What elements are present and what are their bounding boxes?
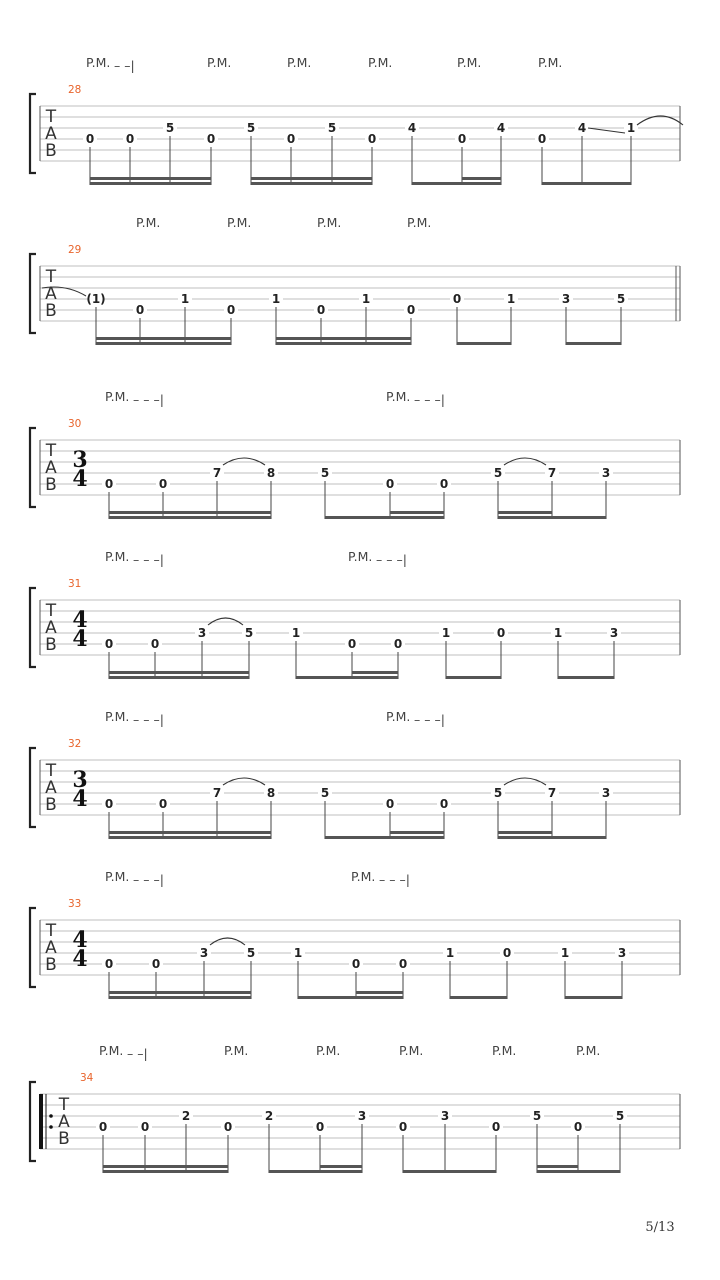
repeat-dot (49, 1125, 53, 1129)
fret-number: 3 (601, 786, 611, 800)
tab-clef-letter: T (45, 441, 57, 461)
fret-number: 1 (441, 626, 451, 640)
fret-number: 7 (547, 466, 557, 480)
palm-mute-label: P.M. (348, 549, 373, 564)
beam (565, 996, 622, 999)
beam (412, 182, 501, 185)
secondary-beam (90, 177, 211, 180)
tie-arc (210, 938, 245, 945)
fret-number: 5 (493, 466, 503, 480)
fret-number: 5 (246, 946, 256, 960)
palm-mute-extension: – – –| (133, 872, 164, 887)
secondary-beam (390, 831, 444, 834)
tie-arc (208, 618, 243, 625)
beam (558, 676, 614, 679)
palm-mute-extension: – –| (114, 58, 135, 73)
beam (103, 1170, 228, 1173)
tab-clef-letter: T (45, 921, 57, 941)
palm-mute-label: P.M. (105, 709, 130, 724)
page-number: 5/13 (645, 1220, 675, 1235)
fret-number: 0 (104, 797, 114, 811)
tab-clef-letter: A (45, 458, 57, 478)
fret-number: 0 (158, 477, 168, 491)
tab-system (30, 709, 680, 839)
tab-clef-letter: T (45, 267, 57, 287)
palm-mute-label: P.M. (576, 1043, 601, 1058)
fret-number: 5 (493, 786, 503, 800)
palm-mute-label: P.M. (316, 1043, 341, 1058)
palm-mute-label: P.M. (136, 215, 161, 230)
tab-clef-letter: B (45, 955, 57, 975)
system-bracket (30, 588, 36, 667)
palm-mute-label: P.M. (105, 869, 130, 884)
measure-number: 33 (68, 898, 82, 910)
tab-clef-letter: B (45, 141, 57, 161)
tie-arc (223, 778, 265, 785)
fret-number: 4 (577, 121, 587, 135)
beam (325, 516, 444, 519)
palm-mute-label: P.M. (351, 869, 376, 884)
fret-number: 5 (165, 121, 175, 135)
tab-clef-letter: B (58, 1129, 70, 1149)
palm-mute-label: P.M. (368, 55, 393, 70)
beam (403, 1170, 496, 1173)
fret-number: 1 (361, 292, 371, 306)
tab-system (30, 549, 680, 679)
fret-number: 0 (315, 1120, 325, 1134)
time-signature-bottom: 4 (72, 466, 88, 492)
palm-mute-extension: – – –| (414, 712, 445, 727)
tab-clef-letter: T (45, 761, 57, 781)
palm-mute-extension: – – –| (376, 552, 407, 567)
palm-mute-extension: – – –| (414, 392, 445, 407)
fret-number: 0 (491, 1120, 501, 1134)
beam (498, 516, 606, 519)
fret-number: 5 (615, 1109, 625, 1123)
time-signature-bottom: 4 (72, 786, 88, 812)
fret-number: 7 (212, 786, 222, 800)
tie-arc (223, 458, 265, 465)
secondary-beam (96, 337, 231, 340)
fret-number: 0 (537, 132, 547, 146)
time-signature-top: 4 (72, 927, 88, 953)
fret-number: 4 (407, 121, 417, 135)
palm-mute-label: P.M. (227, 215, 252, 230)
palm-mute-label: P.M. (399, 1043, 424, 1058)
tab-system (30, 215, 680, 345)
system-bracket (30, 254, 36, 333)
fret-number: 0 (347, 637, 357, 651)
fret-number: 0 (151, 957, 161, 971)
fret-number: 8 (266, 466, 276, 480)
fret-number: 0 (206, 132, 216, 146)
beam (542, 182, 631, 185)
beam (446, 676, 501, 679)
tab-clef-letter: B (45, 475, 57, 495)
fret-number: 1 (626, 121, 636, 135)
fret-number: 0 (496, 626, 506, 640)
system-bracket (30, 1082, 36, 1161)
fret-number: 0 (406, 303, 416, 317)
fret-number: 0 (98, 1120, 108, 1134)
fret-number: 0 (351, 957, 361, 971)
fret-number: 0 (502, 946, 512, 960)
beam (109, 996, 251, 999)
fret-number: 0 (439, 797, 449, 811)
beam (457, 342, 511, 345)
measure-number: 31 (68, 578, 82, 590)
fret-number: 0 (158, 797, 168, 811)
palm-mute-label: P.M. (407, 215, 432, 230)
palm-mute-label: P.M. (86, 55, 111, 70)
fret-number: 0 (573, 1120, 583, 1134)
fret-number: 1 (445, 946, 455, 960)
beam (566, 342, 621, 345)
beam (109, 516, 271, 519)
tab-clef-letter: A (45, 124, 57, 144)
system-bracket (30, 428, 36, 507)
fret-number: 0 (104, 957, 114, 971)
fret-number: 1 (291, 626, 301, 640)
fret-number: 0 (226, 303, 236, 317)
system-bracket (30, 94, 36, 173)
tab-clef-letter: A (58, 1112, 70, 1132)
fret-number: 0 (125, 132, 135, 146)
measure-number: 34 (80, 1072, 94, 1084)
palm-mute-label: P.M. (317, 215, 342, 230)
time-signature-bottom: 4 (72, 626, 88, 652)
fret-number: 1 (553, 626, 563, 640)
palm-mute-label: P.M. (99, 1043, 124, 1058)
fret-number: 2 (264, 1109, 274, 1123)
tie-arc (504, 778, 546, 785)
tab-system (30, 869, 680, 999)
fret-number: 3 (601, 466, 611, 480)
time-signature-top: 4 (72, 607, 88, 633)
palm-mute-label: P.M. (457, 55, 482, 70)
fret-number: 5 (246, 121, 256, 135)
beam (498, 836, 606, 839)
secondary-beam (109, 991, 251, 994)
palm-mute-label: P.M. (287, 55, 312, 70)
system-bracket (30, 748, 36, 827)
fret-number: 0 (150, 637, 160, 651)
secondary-beam (109, 511, 271, 514)
palm-mute-label: P.M. (207, 55, 232, 70)
palm-mute-label: P.M. (105, 549, 130, 564)
measure-number: 32 (68, 738, 82, 750)
tab-clef-letter: T (58, 1095, 70, 1115)
secondary-beam (251, 177, 372, 180)
fret-number: 1 (180, 292, 190, 306)
beam (276, 342, 411, 345)
tab-system (30, 55, 683, 185)
fret-number: 0 (457, 132, 467, 146)
fret-number: 0 (439, 477, 449, 491)
secondary-beam (462, 177, 501, 180)
secondary-beam (276, 337, 411, 340)
tab-clef-letter: B (45, 635, 57, 655)
fret-number: 7 (212, 466, 222, 480)
secondary-beam (320, 1165, 362, 1168)
secondary-beam (498, 511, 552, 514)
fret-number: 3 (561, 292, 571, 306)
time-signature-top: 3 (72, 767, 88, 793)
fret-number: 0 (398, 1120, 408, 1134)
tab-clef-letter: T (45, 601, 57, 621)
beam (450, 996, 507, 999)
measure-number: 29 (68, 244, 82, 256)
fret-number: 3 (199, 946, 209, 960)
secondary-beam (109, 831, 271, 834)
fret-number: 5 (532, 1109, 542, 1123)
secondary-beam (109, 671, 249, 674)
fret-number: 3 (197, 626, 207, 640)
tab-clef-letter: A (45, 938, 57, 958)
fret-number: 3 (609, 626, 619, 640)
fret-number: 0 (140, 1120, 150, 1134)
palm-mute-label: P.M. (386, 709, 411, 724)
beam (109, 676, 249, 679)
tab-clef-letter: A (45, 284, 57, 304)
beam (537, 1170, 620, 1173)
secondary-beam (356, 991, 403, 994)
fret-number: 1 (560, 946, 570, 960)
fret-number: 1 (506, 292, 516, 306)
fret-number: 8 (266, 786, 276, 800)
fret-number: (1) (86, 292, 106, 306)
secondary-beam (537, 1165, 578, 1168)
tab-clef-letter: A (45, 618, 57, 638)
slide-line (588, 128, 625, 133)
fret-number: 0 (385, 477, 395, 491)
palm-mute-label: P.M. (386, 389, 411, 404)
fret-number: 7 (547, 786, 557, 800)
beam (296, 676, 398, 679)
measure-number: 28 (68, 84, 82, 96)
fret-number: 0 (135, 303, 145, 317)
fret-number: 0 (223, 1120, 233, 1134)
fret-number: 0 (104, 637, 114, 651)
fret-number: 3 (357, 1109, 367, 1123)
fret-number: 0 (398, 957, 408, 971)
fret-number: 0 (393, 637, 403, 651)
measure-number: 30 (68, 418, 82, 430)
beam (90, 182, 211, 185)
tab-clef-letter: B (45, 301, 57, 321)
beam (96, 342, 231, 345)
palm-mute-label: P.M. (105, 389, 130, 404)
fret-number: 1 (293, 946, 303, 960)
tab-clef-letter: A (45, 778, 57, 798)
tab-clef-letter: B (45, 795, 57, 815)
palm-mute-extension: – – –| (133, 552, 164, 567)
fret-number: 4 (496, 121, 506, 135)
time-signature-bottom: 4 (72, 946, 88, 972)
fret-number: 5 (616, 292, 626, 306)
fret-number: 0 (286, 132, 296, 146)
secondary-beam (352, 671, 398, 674)
fret-number: 0 (85, 132, 95, 146)
repeat-thick-bar (39, 1094, 43, 1149)
palm-mute-label: P.M. (538, 55, 563, 70)
beam (269, 1170, 362, 1173)
fret-number: 5 (320, 786, 330, 800)
tab-system (30, 389, 680, 519)
fret-number: 0 (316, 303, 326, 317)
palm-mute-extension: – –| (127, 1046, 148, 1061)
fret-number: 2 (181, 1109, 191, 1123)
secondary-beam (498, 831, 552, 834)
system-bracket (30, 908, 36, 987)
secondary-beam (103, 1165, 228, 1168)
fret-number: 5 (320, 466, 330, 480)
fret-number: 1 (271, 292, 281, 306)
fret-number: 5 (327, 121, 337, 135)
palm-mute-extension: – – –| (133, 712, 164, 727)
palm-mute-extension: – – –| (133, 392, 164, 407)
repeat-dot (49, 1114, 53, 1118)
tab-system (30, 1043, 680, 1173)
fret-number: 3 (617, 946, 627, 960)
palm-mute-label: P.M. (492, 1043, 517, 1058)
fret-number: 0 (367, 132, 377, 146)
time-signature-top: 3 (72, 447, 88, 473)
fret-number: 5 (244, 626, 254, 640)
beam (298, 996, 403, 999)
beam (325, 836, 444, 839)
palm-mute-extension: – – –| (379, 872, 410, 887)
fret-number: 0 (452, 292, 462, 306)
beam (109, 836, 271, 839)
tie-arc (504, 458, 546, 465)
secondary-beam (390, 511, 444, 514)
fret-number: 3 (440, 1109, 450, 1123)
tab-clef-letter: T (45, 107, 57, 127)
fret-number: 0 (385, 797, 395, 811)
fret-number: 0 (104, 477, 114, 491)
beam (251, 182, 372, 185)
palm-mute-label: P.M. (224, 1043, 249, 1058)
